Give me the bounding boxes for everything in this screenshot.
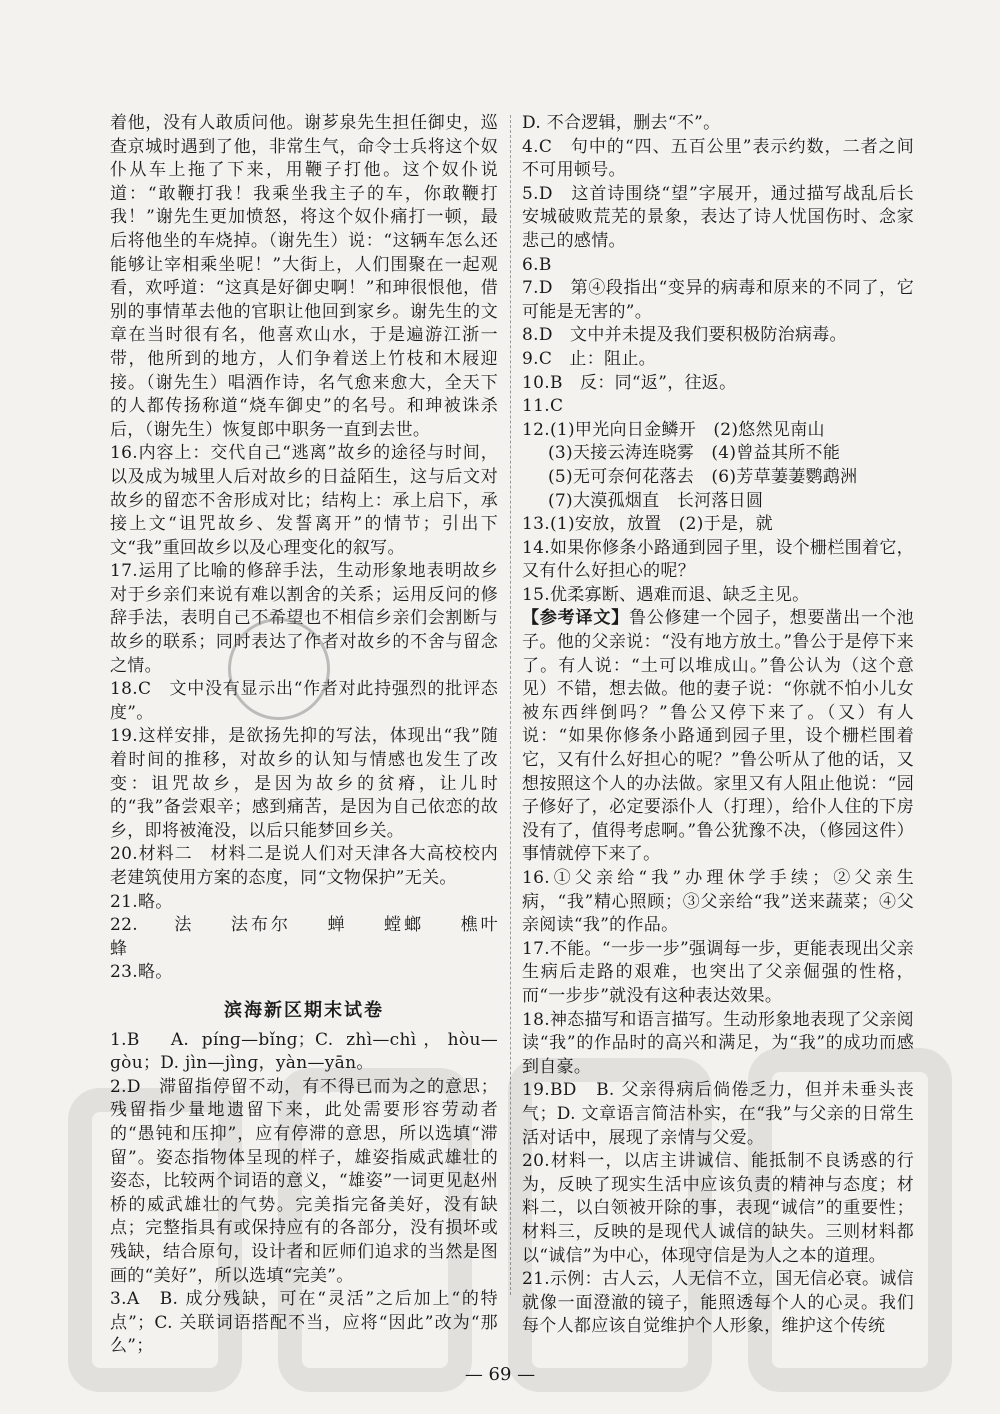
answer-text: 如果你修条小路通到园子里，设个栅栏围着它，又有什么好担心的呢？ bbox=[522, 537, 914, 582]
poem-line: (3)天接云涛连晓雾 (4)曾益其所不能 bbox=[548, 443, 841, 464]
answer-text: D 文中并未提及我们要积极防治病毒。 bbox=[538, 325, 847, 346]
answer-text: C 止：阻止。 bbox=[538, 348, 656, 369]
answer-text: D 滞留指停留不动，有不得已而为之的意思；残留指少量地遗留下来，此处需要形容劳动者的“愚钝和压抑”，应有停滞的意思，所以选填“滞留”。姿态指物体呈现的样子，雄姿指威武雄壮的姿态，比较两个词语的意义，“雄姿”一词更见赵州桥的威武雄壮的气势。完美指完备美好，没有缺点；完整指具有或保持应有的各部分，没有损坏或残缺，结合原句，设计者和匠师们追求的当然是图画的“美好”，所以选填“完美”。 bbox=[110, 1076, 498, 1286]
answer-item bbox=[522, 348, 914, 372]
answer-text: 略。 bbox=[137, 891, 173, 912]
answer-text: A B. 成分残缺，可在“灵活”之后加上“的特点”；C. 关联词语搭配不当，应将“因此”改为“那么”； bbox=[110, 1289, 498, 1357]
answer-number: 8. bbox=[522, 325, 539, 346]
answer-item bbox=[522, 136, 914, 183]
answer-text: 不能。“一步一步”强调每一步，更能表现出父亲生病后走路的艰难，也突出了父亲倔强的性格，而“一步步”就没有这种表达效果。 bbox=[522, 938, 914, 1006]
answer-text: 示例：古人云，人无信不立，国无信必衰。诚信就像一面澄澈的镜子，能照透每个人的心灵。我们每个人都应该自觉维护个人形象，维护这个传统 bbox=[522, 1269, 914, 1337]
answer-number: 9. bbox=[522, 348, 539, 369]
intro-paragraph: 着他，没有人敢质问他。谢芗泉先生担任御史，巡查京城时遇到了他，非常生气，命令士兵将这个奴仆从车上拖了下来，用鞭子打他。这个奴仆说道：“敢鞭打我！我乘坐我主子的车，你敢鞭打我！”谢先生更加愤怒，将这个奴仆痛打一顿，最后将他坐的车烧掉。（谢先生）说：“这辆车怎么还能够让宰相乘坐呢！”大街上，人们围聚在一起观看，欢呼道：“这真是好御史啊！”和珅很恨他，借别的事情革去他的官职让他回到家乡。谢先生的文章在当时很有名，他喜欢山水，于是遍游江浙一带，他所到的地方，人们争着送上竹枝和木屐迎接。（谢先生）唱酒作诗，名气愈来愈大，全天下的人都传扬称道“烧车御史”的名号。和珅被诛杀后，（谢先生）恢复郎中职务一直到去世。 bbox=[110, 113, 498, 440]
answer-text: 略。 bbox=[137, 962, 173, 983]
answer-text: 优柔寡断、遇难而退、缺乏主见。 bbox=[549, 584, 810, 605]
reference-translation bbox=[522, 607, 914, 867]
answer-word: 樵叶蜂 bbox=[110, 915, 498, 959]
answer-item bbox=[522, 584, 914, 608]
answer-number: 20. bbox=[522, 1151, 550, 1172]
poem-line: (1)甲光向日金鳞开 (2)悠然见南山 bbox=[549, 419, 825, 440]
answer-number: 17. bbox=[110, 561, 138, 582]
answer-word: 蝉 bbox=[327, 915, 348, 936]
answer-item-12 bbox=[522, 419, 914, 513]
answer-number: 20. bbox=[110, 844, 138, 865]
answer-number: 6. bbox=[522, 254, 539, 275]
answer-item bbox=[522, 513, 914, 537]
page-number: — 69 — bbox=[464, 1364, 536, 1385]
answer-number: 12. bbox=[522, 419, 550, 440]
answer-number: 5. bbox=[522, 183, 539, 204]
answer-word: 法 bbox=[174, 915, 195, 936]
answer-text: D 第④段指出“变异的病毒和原来的不同了，它可能是无害的”。 bbox=[522, 278, 914, 322]
answer-number: 18. bbox=[110, 679, 138, 700]
poem-line: (7)大漠孤烟直 长河落日圆 bbox=[548, 490, 764, 511]
answer-text: 内容上：交代自己“逃离”故乡的途径与时间，以及成为城里人后对故乡的日益陌生，这与后文对故乡的留恋不舍形成对比；结构上：承上启下，承接上文“诅咒故乡、发誓离开”的情节；引出下文“我”重回故乡以及心理变化的叙写。 bbox=[110, 443, 498, 558]
translation-tag: 【参考译文】 bbox=[522, 608, 630, 629]
answer-list-left bbox=[110, 442, 498, 985]
section-title: 滨海新区期末试卷 bbox=[224, 999, 384, 1021]
answer-number: 19. bbox=[522, 1080, 550, 1101]
answer-item bbox=[522, 372, 914, 396]
answer-text: C 文中没有显示出“作者对此持强烈的批评态度”。 bbox=[110, 679, 498, 723]
answer-item bbox=[110, 891, 498, 915]
answer-text: ①父亲给“我”办理休学手续；②父亲生病，“我”精心照顾；③父亲给“我”送来蔬菜；④父亲阅读“我”的作品。 bbox=[522, 868, 914, 936]
answer-number: 21. bbox=[110, 891, 138, 912]
answer-number: 17. bbox=[522, 938, 550, 959]
answer-text: 神态描写和语言描写。生动形象地表现了父亲阅读“我”的作品时的高兴和满足，为“我”的成功而感到自豪。 bbox=[522, 1009, 914, 1077]
answer-number: 15. bbox=[522, 584, 550, 605]
page-number-value: 69 bbox=[488, 1364, 512, 1385]
answer-text: B 反：同“返”，往返。 bbox=[549, 372, 737, 393]
poem-line: (5)无可奈何花落去 (6)芳草萋萋鹦鹉洲 bbox=[548, 466, 858, 487]
answer-number: 4. bbox=[522, 136, 539, 157]
answer-number: 3. bbox=[110, 1289, 127, 1310]
answer-item-22 bbox=[110, 914, 498, 961]
continued-line: D. 不合逻辑，删去“不”。 bbox=[522, 113, 721, 133]
answer-text: BD B. 父亲得病后倘倦乏力，但并未垂头丧气；D. 文章语言简洁朴实，在“我”与父亲的日常生活对话中，展现了亲情与父爱。 bbox=[522, 1080, 914, 1148]
answer-number: 14. bbox=[522, 537, 550, 558]
answer-number: 1. bbox=[110, 1029, 127, 1050]
answer-item bbox=[522, 537, 914, 584]
answer-number: 16. bbox=[110, 443, 138, 464]
answer-number: 16. bbox=[522, 868, 550, 888]
answer-item bbox=[522, 324, 914, 348]
answer-word: 螳螂 bbox=[384, 915, 425, 936]
answer-text: 材料二 材料二是说人们对天津各大高校校内老建筑使用方案的态度，同“文物保护”无关。 bbox=[110, 844, 498, 888]
watermark-graphic bbox=[60, 1040, 960, 1400]
answer-text: C 句中的“四、五百公里”表示约数，二者之间不可用顿号。 bbox=[522, 136, 914, 181]
answer-text: (1)安放，放置 (2)于是，就 bbox=[549, 514, 773, 535]
answer-text: B A. pínɡ—bǐnɡ；C. zhì—chì，hòu—ɡòu；D. jìn—jìnɡ，yàn—yān。 bbox=[110, 1029, 498, 1074]
answer-number: 23. bbox=[110, 962, 138, 983]
answer-text: 运用了比喻的修辞手法，生动形象地表明故乡对于乡亲们来说有难以割舍的关系；运用反问的修辞手法，表明自己不希望也不相信乡亲们会割断与故乡的联系；同时表达了作者对故乡的不舍与留念之情。 bbox=[110, 561, 498, 676]
answer-text: B bbox=[538, 254, 552, 275]
answer-text: 材料一，以店主讲诚信、能抵制不良诱惑的行为，反映了现实生活中应该负责的精神与态度；材料二，以白领被开除的事，表现“诚信”的重要性；材料三，反映的是现代人诚信的缺失。三则材料都以“诚信”为中心，体现守信是为人之本的道理。 bbox=[522, 1151, 914, 1266]
answer-number: 13. bbox=[522, 514, 550, 535]
answer-item bbox=[522, 395, 914, 419]
answer-item bbox=[110, 843, 498, 890]
answer-number: 21. bbox=[522, 1269, 550, 1290]
answer-item bbox=[522, 183, 914, 254]
answer-text: C bbox=[549, 396, 564, 417]
answer-number: 10. bbox=[522, 372, 550, 393]
answer-item bbox=[110, 725, 498, 843]
answer-number: 2. bbox=[110, 1076, 127, 1097]
answer-item bbox=[110, 961, 498, 985]
answer-item bbox=[110, 442, 498, 560]
answer-word: 法布尔 bbox=[230, 915, 292, 936]
answer-number: 18. bbox=[522, 1009, 550, 1030]
translation-text: 鲁公修建一个园子，想要凿出一个池子。他的父亲说：“没有地方放土。”鲁公于是停下来了。有人说：“土可以堆成山。”鲁公认为（这个意见）不错，想去做。他的妻子说：“你就不怕小儿女被东西绊倒吗？”鲁公又停下来了。（又）有人说：“如果你修条小路通到园子里，设个栅栏围着它，又有什么好担心的呢？”鲁公听从了他的话，又想按照这个人的办法做。家里又有人阻止他说：“园子修好了，必定要添仆人（打理），给仆人住的下房没有了，值得考虑啊。”鲁公犹豫不决，（修园这件）事情就停下来了。 bbox=[522, 608, 914, 865]
answer-number: 19. bbox=[110, 726, 138, 747]
answer-text: D 这首诗围绕“望”字展开，通过描写战乱后长安城破败荒芜的景象，表达了诗人忧国伤时、念家悲己的感情。 bbox=[522, 183, 914, 251]
answer-number: 22. bbox=[110, 915, 138, 936]
answer-number: 7. bbox=[522, 278, 539, 299]
answer-item bbox=[522, 277, 914, 324]
answer-item bbox=[522, 938, 914, 1009]
answer-text: 这样安排，是欲扬先抑的写法，体现出“我”随着时间的推移，对故乡的认知与情感也发生了改变：诅咒故乡，是因为故乡的贫瘠，让儿时的“我”备尝艰辛；感到痛苦，是因为自己依恋的故乡，即将被淹没，以后只能梦回乡关。 bbox=[110, 726, 498, 841]
answer-item bbox=[522, 254, 914, 278]
answer-item bbox=[522, 867, 914, 938]
answer-number: 11. bbox=[522, 396, 550, 417]
